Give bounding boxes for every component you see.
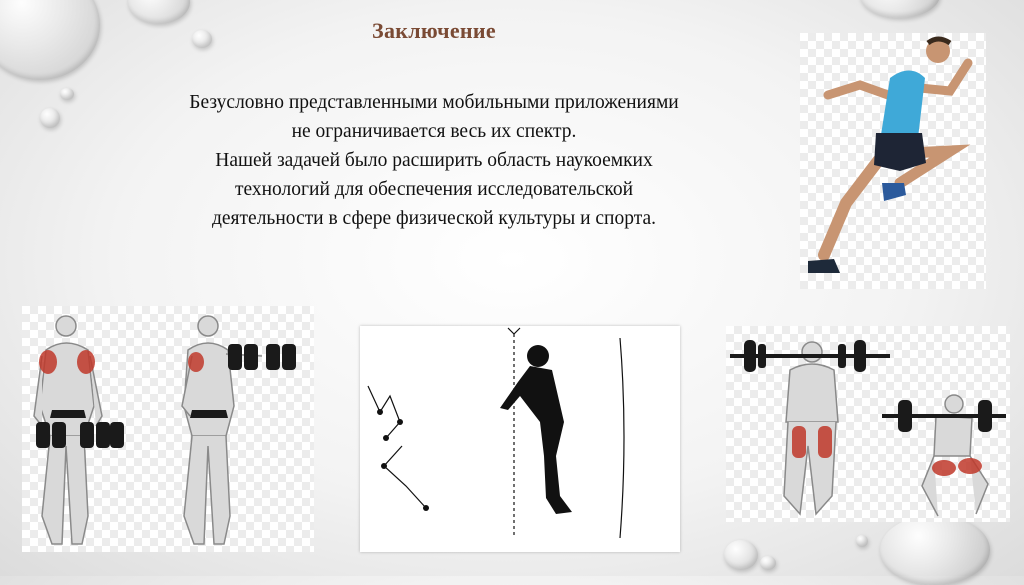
runner-image: [800, 33, 986, 289]
water-drop: [880, 515, 990, 585]
paragraph-line: Безусловно представленными мобильными приложениями: [189, 92, 679, 113]
paragraph-line: не ограничивается весь их спектр.: [291, 121, 577, 142]
slide-title: Заключение: [372, 18, 496, 43]
paragraph-line: Нашей задачей было расширить область наукоемких: [215, 150, 653, 171]
water-drop: [760, 556, 776, 570]
dumbbell-exercise-image: [22, 306, 314, 552]
water-drop: [724, 540, 758, 570]
water-drop: [40, 108, 60, 128]
water-drop: [860, 0, 940, 18]
posture-diagram-image: [360, 326, 680, 552]
paragraph-line: деятельности в сфере физической культуры и спорта.: [211, 208, 657, 229]
water-drop: [856, 535, 868, 547]
water-drop: [60, 88, 74, 100]
barbell-squat-image: [726, 326, 1010, 522]
paragraph-line: технологий для обеспечения исследовательской: [234, 179, 634, 200]
slide-paragraph: [84, 88, 784, 233]
